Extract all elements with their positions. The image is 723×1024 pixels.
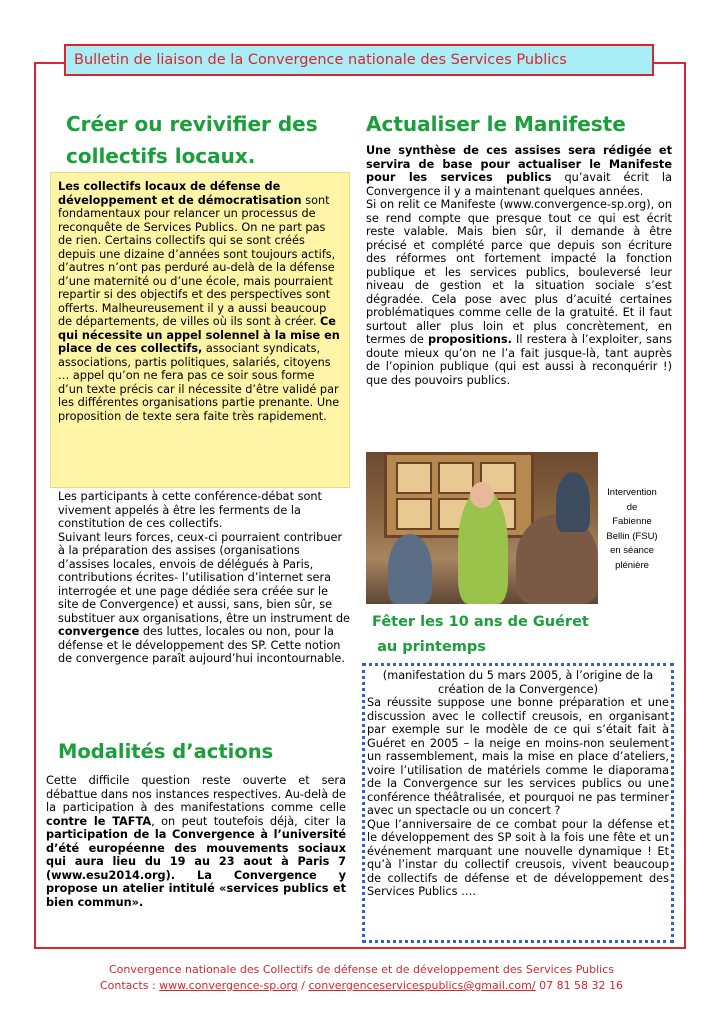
- body-text: Suivant leurs forces, ceux-ci pourraient contribuer à la préparation des assises (organisations d’assises locales, envois de délégués à Paris, contributions écrites- l’utilisation d’internet sera interrogée et une page dédiée sera créée sur le site de Convergence) et aussi, sans, bien sûr, se substituer aux organisations, être un instrument de: [58, 530, 350, 625]
- photo-window-pane: [396, 498, 432, 530]
- heading-line: collectifs locaux.: [66, 144, 256, 168]
- body-text: des luttes, locales ou non, pour la défense et le développement des SP. Cette notion de convergence paraît aujourd’hui incontournable.: [58, 625, 345, 665]
- photo-window-pane: [396, 462, 432, 494]
- body-text: Que l’anniversaire de ce combat pour la défense et le développement des SP soit à la fois une fête et un événement marquant une nouvelle dynamique ! Et qu’à l’instar du collectif creusois, vivent beaucoup de collectifs de défense et de développement des Services Publics ….: [367, 817, 669, 898]
- body-text: Cette difficile question reste ouverte et sera débattue dans nos instances respectives. Au-delà de la participation à des manifestations comme celle: [46, 774, 346, 814]
- bold-text: contre le TAFTA: [46, 814, 152, 828]
- caption-line: Bellin (FSU): [606, 530, 658, 542]
- separator: /: [297, 979, 309, 992]
- caption-line: de: [626, 501, 638, 513]
- heading-line: au printemps: [377, 639, 486, 655]
- email-link[interactable]: convergenceservicespublics@gmail.com/: [308, 979, 536, 992]
- modalites-paragraph: [46, 774, 346, 909]
- audience-figure: [556, 472, 590, 532]
- bulletin-banner: Bulletin de liaison de la Convergence nationale des Services Publics: [64, 44, 654, 76]
- bold-text: Ce qui nécessite un appel solennel à la mise en place de ces collectifs,: [58, 315, 340, 355]
- heading-actualiser-manifeste: Actualiser le Manifeste: [366, 112, 626, 136]
- contacts-label: Contacts :: [99, 979, 160, 992]
- body-text: , on peut toutefois déjà, citer la: [151, 814, 346, 828]
- caption-line: Intervention: [607, 487, 657, 498]
- heading-modalites: Modalités d’actions: [58, 740, 274, 763]
- caption-line: en séance: [610, 545, 654, 556]
- body-text: Il restera à l’exploiter, sans doute mieux qu’on ne l’a fait jusque-là, tant auprès de l’opinion publique (qui est aussi à reconquérir !) que des pouvoirs publics.: [366, 333, 672, 387]
- collectifs-paragraph: [58, 180, 340, 423]
- caption-line: plénière: [615, 559, 649, 571]
- conference-photo: [366, 452, 598, 604]
- body-text: Si on relit ce Manifeste (www.convergence-sp.org), on se rend compte que presque tout ce qui est écrit reste valable. Mais bien sûr, il demande à être précisé et complété parce que depuis son écriture des réformes ont fortement impacté la fonction publique et les services publics, bouleversé leur niveau de gestion et la situation sociale s’est dégradée. Cela pose avec plus d’acuité certaines problématiques comme celle de la gratuité. Et il faut surtout aller plus loin et plus concrètement, en termes de: [366, 198, 672, 346]
- bold-text: propositions.: [427, 333, 512, 346]
- heading-feter-gueret: [372, 610, 672, 660]
- bold-text: convergence: [58, 625, 140, 638]
- photo-window-pane: [438, 462, 474, 494]
- body-text: sont fondamentaux pour relancer un processus de reconquête de Services Publics. On ne part pas de rien. Certains collectifs qui se sont créés depuis une dizaine d’années sont toujours actifs, d’autres n’ont pas perduré au-delà de la défense d’une maternité ou d’une école, mais pourraient repartir si des objectifs et des perspectives sont offerts. Malheureusement il y a aussi beaucoup de départements, de villes où ils sont à créer.: [58, 193, 336, 328]
- heading-line: Fêter les 10 ans de Guéret: [372, 614, 589, 630]
- body-text: Les participants à cette conférence-débat sont vivement appelés à être les ferments de la constitution de ces collectifs.: [58, 490, 322, 530]
- participants-paragraph: [58, 490, 352, 666]
- footer: [0, 962, 723, 994]
- gueret-paragraph: [367, 669, 669, 899]
- bold-text: Les collectifs locaux de défense de développement et de démocratisation: [58, 180, 302, 207]
- speaker-head: [470, 482, 494, 508]
- bold-text: Une synthèse de ces assises sera rédigée et servira de base pour actualiser le Manifeste pour les services publics: [366, 144, 672, 184]
- heading-line: Créer ou revivifier des: [66, 112, 318, 136]
- bold-text: participation de la Convergence à l’université d’été européenne des mouvements sociaux qui aura lieu du 19 au 23 aout à Paris 7 (www.esu2014.org). La Convergence y propose un atelier intitulé «services publics et bien commun».: [46, 828, 346, 909]
- audience-figure: [388, 534, 432, 604]
- body-text: associant syndicats, associations, partis politiques, salariés, citoyens … appel qu’on ne fera pas ce soir sous forme d’un texte précis car il nécessite d’être validé par les différentes organisations partie prenante. Une proposition de texte sera faite très rapidement.: [58, 342, 340, 423]
- footer-title: Convergence nationale des Collectifs de défense et de développement des Services Publics: [108, 963, 615, 976]
- heading-creer-collectifs: [66, 108, 366, 172]
- phone-number: 07 81 58 32 16: [535, 979, 624, 992]
- website-link[interactable]: www.convergence-sp.org: [159, 979, 298, 992]
- body-text: qu’avait écrit la Convergence il y a maintenant quelques années.: [366, 171, 672, 198]
- photo-caption: [596, 486, 668, 573]
- manifeste-paragraph: [366, 144, 672, 387]
- centered-text: (manifestation du 5 mars 2005, à l’origine de la création de la Convergence): [382, 669, 654, 696]
- body-text: Sa réussite suppose une bonne préparation et une discussion avec le collectif creusois, en organisant par exemple sur le modèle de ce qui s’était fait à Guéret en 2005 – la neige en moins-non seulement un rassemblement, mais la mise en place d’ateliers, voire l’utilisation de matériels comme le diaporama de la Convergence sur les services publics ou une conférence théâtralisée, et pourquoi ne pas terminer avec un spectacle ou un concert ?: [367, 696, 669, 817]
- caption-line: Fabienne: [612, 516, 652, 527]
